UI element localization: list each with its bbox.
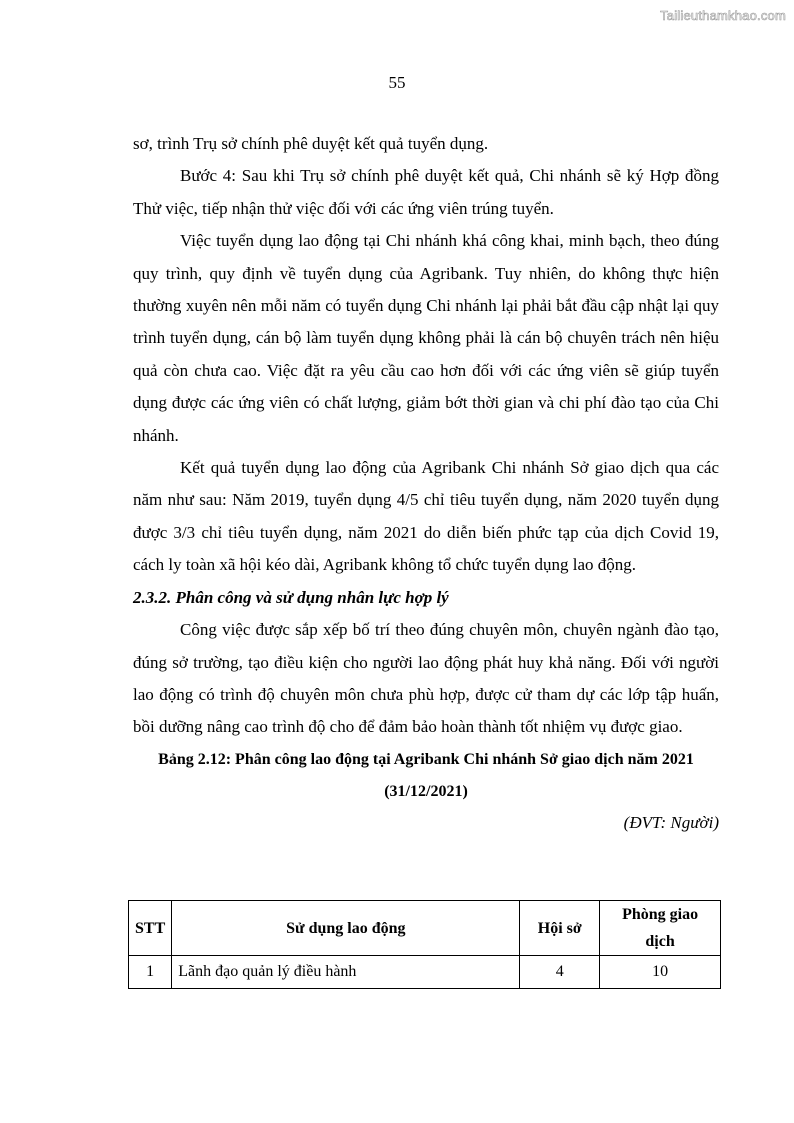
header-transaction-office: Phòng giao dịch [600,901,721,956]
cell-labor-usage: Lãnh đạo quản lý điều hành [172,956,520,989]
header-labor-usage: Sử dụng lao động [172,901,520,956]
cell-head-office: 4 [520,956,600,989]
table-header-row [129,901,721,956]
watermark: Tailieuthamkhao.com [660,8,786,23]
labor-allocation-table [128,900,721,989]
table-caption-date: (31/12/2021) [384,782,468,800]
paragraph: Việc tuyển dụng lao động tại Chi nhánh khá công khai, minh bạch, theo đúng quy trình, quy định về tuyển dụng của Agribank. Tuy nhiên, do không thực hiện thường xuyên nên mỗi năm có tuyển dụng Chi nhánh lại phải bắt đầu cập nhật lại quy trình tuyển dụng, cán bộ làm tuyển dụng không phải là cán bộ chuyên trách nên hiệu quả còn chưa cao. Việc đặt ra yêu cầu cao hơn đối với các ứng viên sẽ giúp tuyển dụng được các ứng viên có chất lượng, giảm bớt thời gian và chi phí đào tạo của Chi nhánh. [133,231,719,445]
section-heading: 2.3.2. Phân công và sử dụng nhân lực hợp lý [133,587,449,607]
paragraph: sơ, trình Trụ sở chính phê duyệt kết quả tuyển dụng. [133,134,489,153]
header-head-office: Hội sở [520,901,600,956]
paragraph: Bước 4: Sau khi Trụ sở chính phê duyệt kết quả, Chi nhánh sẽ ký Hợp đồng Thử việc, tiếp nhận thử việc đối với các ứng viên trúng tuyển. [133,166,719,218]
cell-transaction-office: 10 [600,956,721,989]
document-body [133,128,719,838]
cell-stt: 1 [129,956,172,989]
paragraph: Công việc được sắp xếp bố trí theo đúng chuyên môn, chuyên ngành đào tạo, đúng sở trường, tạo điều kiện cho người lao động phát huy khả năng. Đối với người lao động có trình độ chuyên môn chưa phù hợp, được cử tham dự các lớp tập huấn, bồi dưỡng nâng cao trình độ cho để đảm bảo hoàn thành tốt nhiệm vụ được giao. [133,620,719,737]
table-row [129,956,721,989]
page-number: 55 [388,73,406,92]
header-stt: STT [129,901,172,956]
paragraph: Kết quả tuyển dụng lao động của Agribank Chi nhánh Sở giao dịch qua các năm như sau: Năm 2019, tuyển dụng 4/5 chỉ tiêu tuyển dụng, năm 2020 tuyển dụng được 3/3 chỉ tiêu tuyển dụng, năm 2021 do diễn biến phức tạp của dịch Covid 19, cách ly toàn xã hội kéo dài, Agribank không tổ chức tuyển dụng lao động. [133,458,719,575]
table-caption: Bảng 2.12: Phân công lao động tại Agribank Chi nhánh Sở giao dịch năm 2021 [158,750,694,768]
unit-label: (ĐVT: Người) [623,812,719,832]
